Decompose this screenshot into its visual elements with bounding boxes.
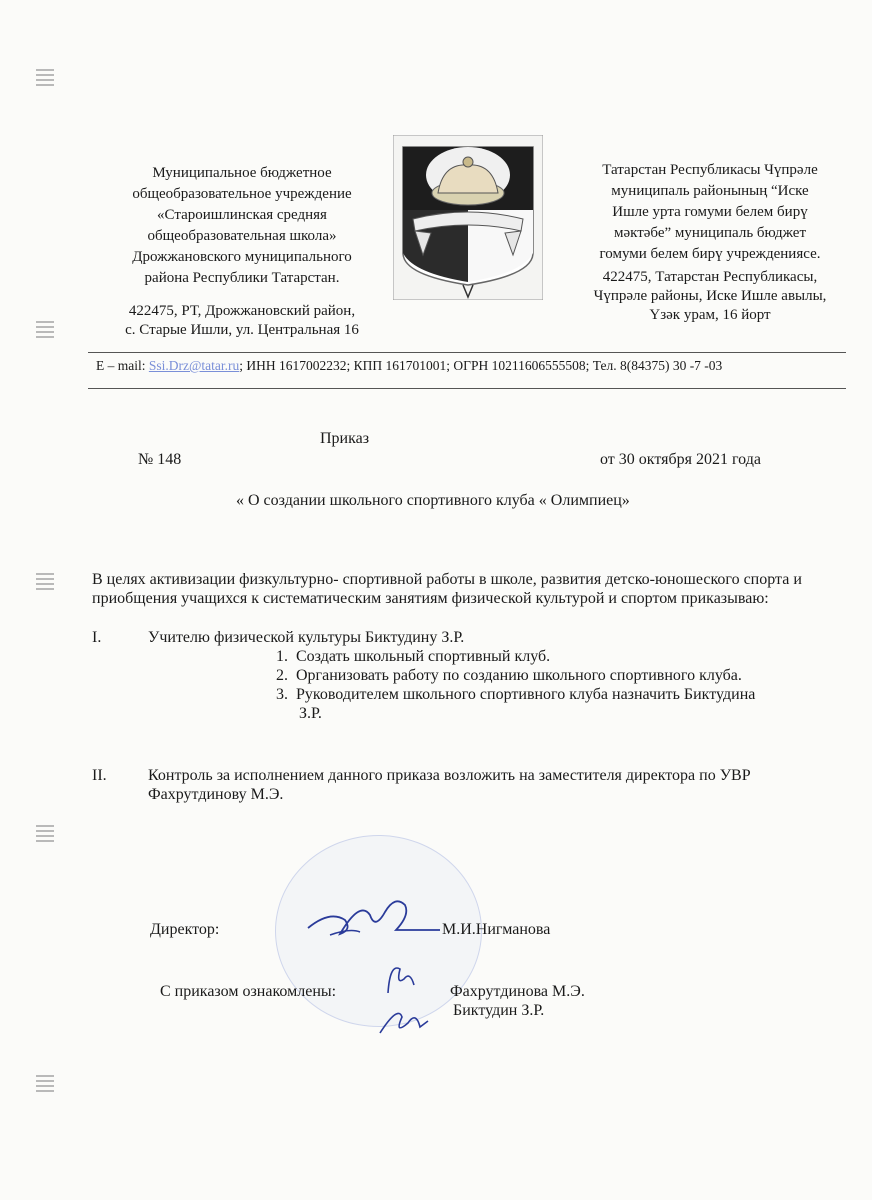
registration-codes: ; ИНН 1617002232; КПП 161701001; ОГРН 10211606555508; Тел. 8(84375) 30 -7 -03 <box>239 358 723 373</box>
org-line: Татарстан Республикасы Чүпрәле <box>602 162 818 178</box>
sub-item <box>276 685 755 704</box>
org-line: мәктәбе” муниципаль бюджет <box>613 225 807 241</box>
item-2 <box>92 766 751 785</box>
address-line: Үзәк урам, 16 йорт <box>649 307 771 323</box>
sub-item <box>276 647 550 666</box>
org-line: общеобразовательное учреждение <box>132 186 352 202</box>
email-label: E – mail: <box>96 358 146 373</box>
sub-item-text: Руководителем школьного спортивного клуба назначить Биктудина <box>296 686 756 703</box>
item-text: Учителю физической культуры Биктудину З.Р. <box>148 629 465 646</box>
municipal-emblem <box>393 135 543 300</box>
org-line: Дрожжановского муниципального <box>132 249 352 265</box>
org-line: общеобразовательная школа» <box>147 228 337 244</box>
item-1 <box>92 628 464 647</box>
director-signature <box>300 890 450 945</box>
org-line: «Староишлинская средняя <box>157 207 327 223</box>
scan-mark <box>36 318 54 341</box>
scan-mark <box>36 1072 54 1095</box>
sub-item-number: 2. <box>276 667 288 684</box>
item-number: I. <box>92 629 102 646</box>
intro-paragraph: В целях активизации физкультурно- спортивной работы в школе, развития детско-юношеского спорта и приобщения учащихся к систематическим занятиям физической культурой и спортом приказываю: <box>92 571 802 607</box>
sub-item <box>276 666 742 685</box>
address-tatar <box>560 268 860 325</box>
address-line: 422475, РТ, Дрожжановский район, <box>128 303 356 319</box>
scan-mark <box>36 66 54 89</box>
contact-line <box>96 358 846 374</box>
director-label: Директор: <box>150 921 220 938</box>
org-line: муниципаль районының “Иске <box>611 183 809 199</box>
sub-item-number: 3. <box>276 686 288 703</box>
org-name-tatar <box>560 160 860 265</box>
org-line: гомуми белем бирү учреждениясе. <box>599 246 821 262</box>
document-title: Приказ <box>320 430 370 447</box>
address-line: Чүпрәле районы, Иске Ишле авылы, <box>593 288 827 304</box>
header-divider <box>88 352 846 353</box>
contact-divider <box>88 388 846 389</box>
acknowledgement-signatures <box>370 955 440 1045</box>
address-line: 422475, Татарстан Республикасы, <box>602 269 818 285</box>
email-link[interactable]: Ssi.Drz@tatar.ru <box>148 358 240 373</box>
acknowledger-name: Биктудин З.Р. <box>453 1002 545 1019</box>
order-subject: « О создании школьного спортивного клуба « Олимпиец» <box>236 492 630 509</box>
sub-item-text: Организовать работу по созданию школьного спортивного клуба. <box>296 667 742 684</box>
org-line: района Республики Татарстан. <box>144 270 340 286</box>
scan-mark <box>36 822 54 845</box>
address-russian <box>92 302 392 340</box>
item-2-continuation: Фахрутдинову М.Э. <box>148 786 284 803</box>
sub-item-number: 1. <box>276 648 288 665</box>
sub-item-text: Создать школьный спортивный клуб. <box>296 648 551 665</box>
order-number: № 148 <box>138 451 182 468</box>
org-line: Муниципальное бюджетное <box>152 165 332 181</box>
director-name: М.И.Нигманова <box>442 921 551 938</box>
order-date: от 30 октября 2021 года <box>600 451 761 468</box>
address-line: с. Старые Ишли, ул. Центральная 16 <box>125 322 359 338</box>
acknowledger-name: Фахрутдинова М.Э. <box>450 983 585 1000</box>
sub-item-continuation: З.Р. <box>299 705 322 722</box>
item-text: Контроль за исполнением данного приказа возложить на заместителя директора по УВР <box>148 767 751 784</box>
org-name-russian <box>92 163 392 289</box>
acknowledgement-label: С приказом ознакомлены: <box>160 983 337 1000</box>
org-line: Ишле урта гомуми белем бирү <box>612 204 808 220</box>
item-number: II. <box>92 767 107 784</box>
scan-mark <box>36 570 54 593</box>
